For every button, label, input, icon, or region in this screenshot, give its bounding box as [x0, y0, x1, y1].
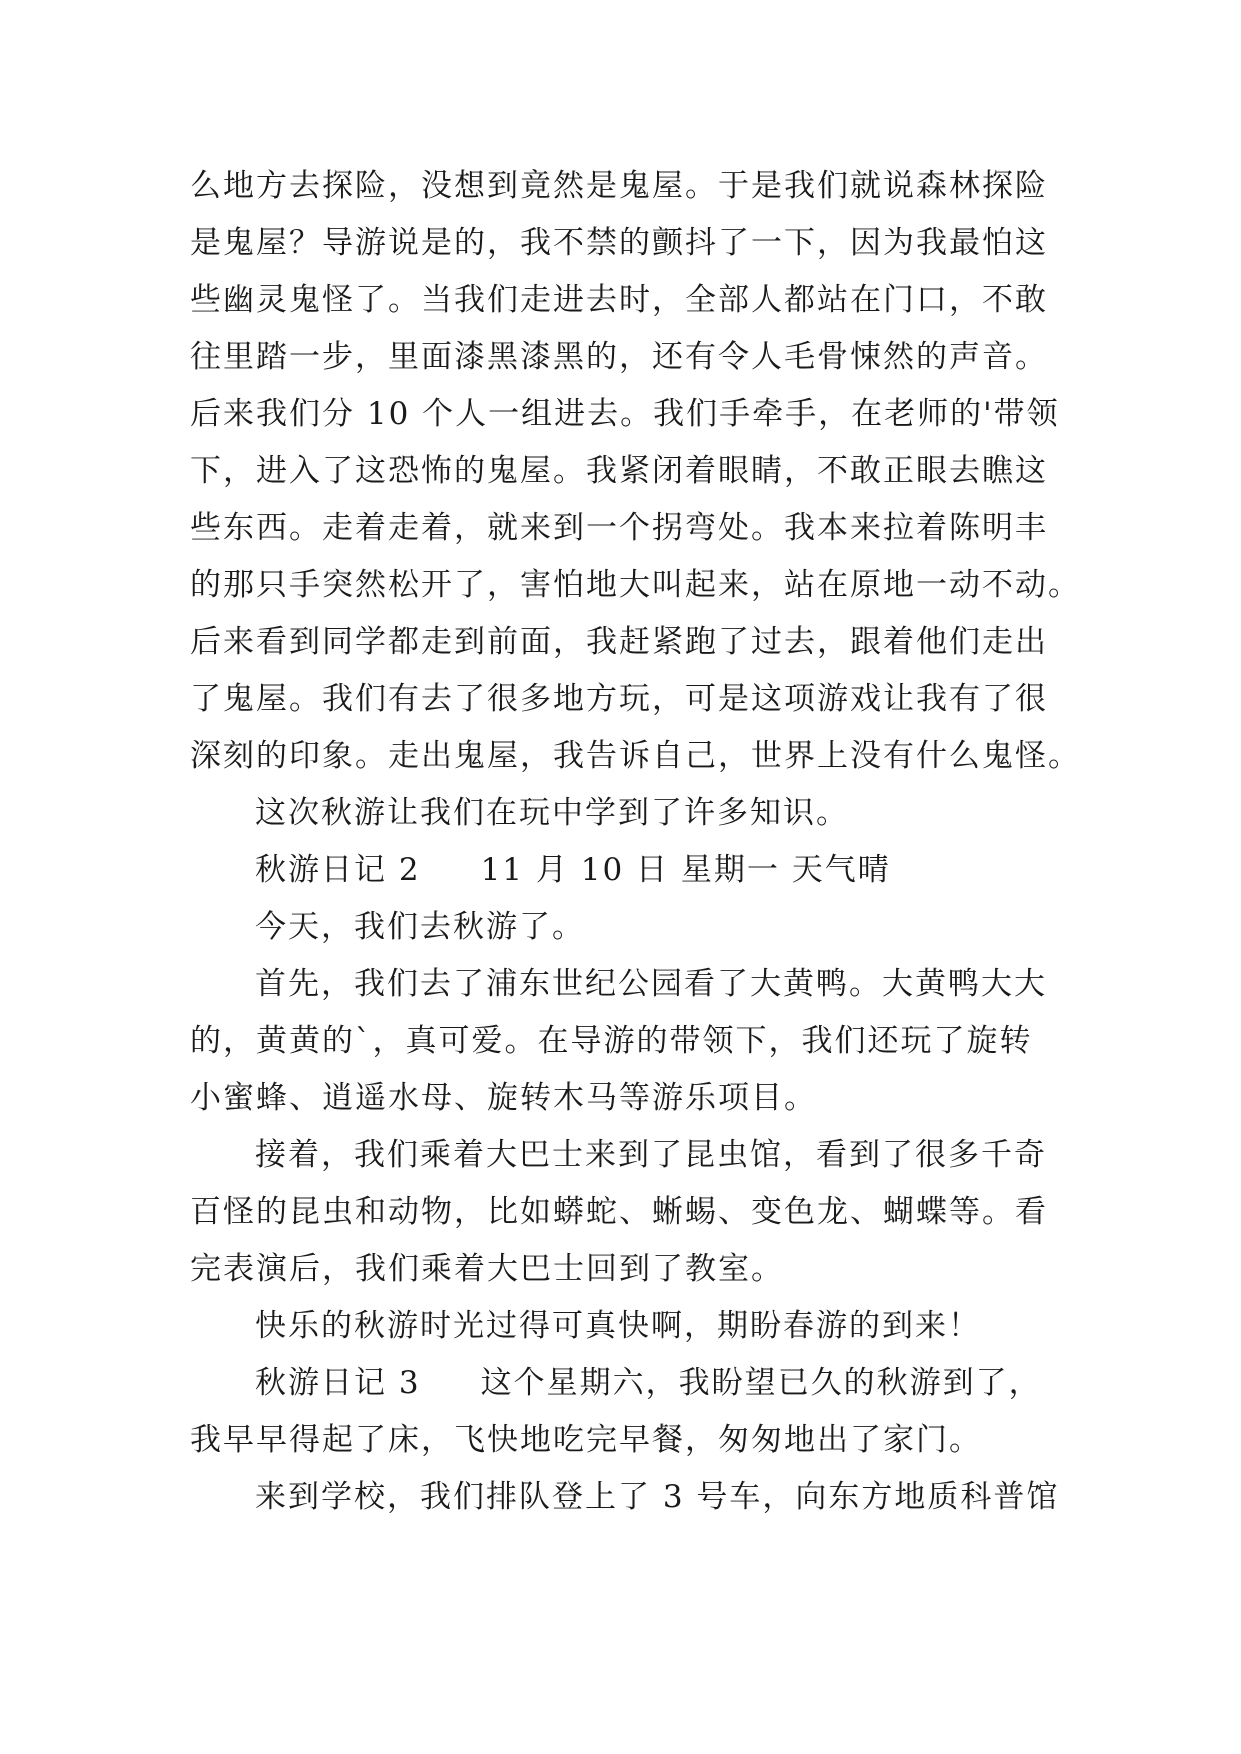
- diary-3-heading: [190, 1355, 1090, 1412]
- diary-3-title: 秋游日记 3: [255, 1365, 421, 1401]
- text-line: 了鬼屋。我们有去了很多地方玩，可是这项游戏让我有了很: [190, 681, 1048, 717]
- diary-2-date: 11 月 10 日 星期一 天气晴: [480, 852, 891, 888]
- text-line: 小蜜蜂、逍遥水母、旋转木马等游乐项目。: [190, 1080, 817, 1116]
- text-line: 往里踏一步，里面漆黑漆黑的，还有令人毛骨悚然的声音。: [190, 339, 1048, 375]
- diary-2-title: 秋游日记 2: [255, 852, 421, 888]
- paragraph-line: 今天，我们去秋游了。: [255, 909, 585, 945]
- document-body: [190, 158, 1090, 1526]
- text-line: 百怪的昆虫和动物，比如蟒蛇、蜥蜴、变色龙、蝴蝶等。看: [190, 1194, 1048, 1230]
- text-line: 么地方去探险，没想到竟然是鬼屋。于是我们就说森林探险: [190, 168, 1048, 204]
- text-line: 后来看到同学都走到前面，我赶紧跑了过去，跟着他们走出: [190, 624, 1048, 660]
- paragraph-line: 快乐的秋游时光过得可真快啊，期盼春游的到来！: [255, 1308, 981, 1344]
- diary-3-text: 这个星期六，我盼望已久的秋游到了，: [480, 1365, 1042, 1401]
- paragraph-line: 接着，我们乘着大巴士来到了昆虫馆，看到了很多千奇: [255, 1137, 1047, 1173]
- text-line: 些幽灵鬼怪了。当我们走进去时，全部人都站在门口，不敢: [190, 282, 1048, 318]
- text-line: 深刻的印象。走出鬼屋，我告诉自己，世界上没有什么鬼怪。: [190, 738, 1081, 774]
- paragraph-line: 首先，我们去了浦东世纪公园看了大黄鸭。大黄鸭大大: [255, 966, 1047, 1002]
- text-line: 的，黄黄的`，真可爱。在导游的带领下，我们还玩了旋转: [190, 1023, 1033, 1059]
- text-line: 是鬼屋？导游说是的，我不禁的颤抖了一下，因为我最怕这: [190, 225, 1048, 261]
- paragraph-line: 这次秋游让我们在玩中学到了许多知识。: [255, 795, 849, 831]
- text-line: 些东西。走着走着，就来到一个拐弯处。我本来拉着陈明丰: [190, 510, 1048, 546]
- text-line: 我早早得起了床，飞快地吃完早餐，匆匆地出了家门。: [190, 1422, 982, 1458]
- text-line: 下，进入了这恐怖的鬼屋。我紧闭着眼睛，不敢正眼去瞧这: [190, 453, 1048, 489]
- paragraph-line: 来到学校，我们排队登上了 3 号车，向东方地质科普馆: [255, 1479, 1060, 1515]
- text-line: 后来我们分 10 个人一组进去。我们手牵手，在老师的'带领: [190, 396, 1060, 432]
- text-line: 的那只手突然松开了，害怕地大叫起来，站在原地一动不动。: [190, 567, 1081, 603]
- text-line: 完表演后，我们乘着大巴士回到了教室。: [190, 1251, 784, 1287]
- diary-2-heading: [190, 842, 1090, 899]
